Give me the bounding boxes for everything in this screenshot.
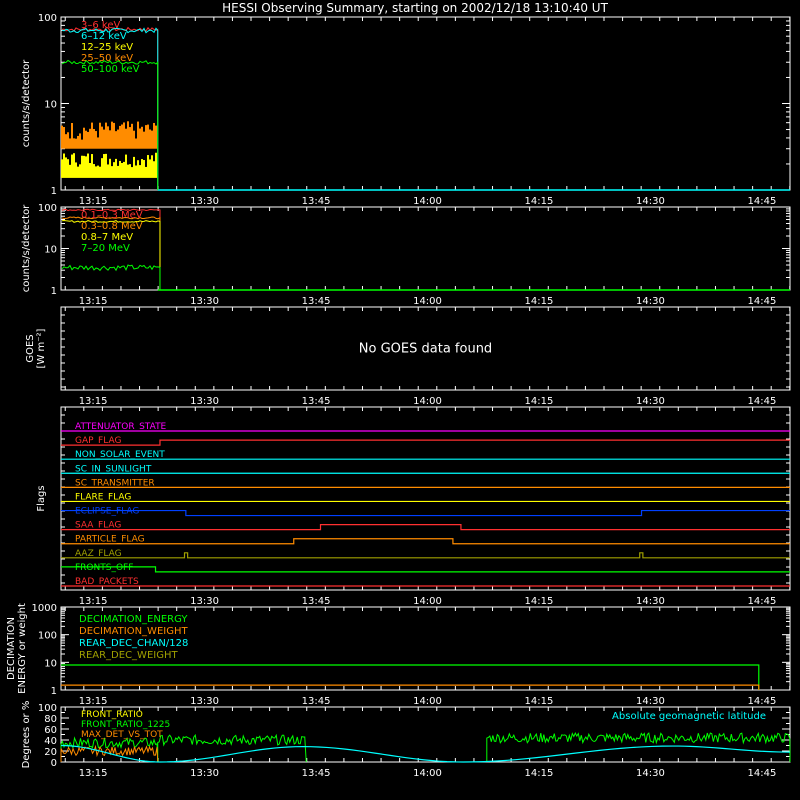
- legend-entry: 6–12 keV: [81, 31, 127, 42]
- y-tick-label: 10: [44, 244, 57, 256]
- x-tick-label: 13:45: [301, 768, 331, 779]
- legend-entry: REAR_DEC_WEIGHT: [79, 650, 178, 661]
- panel-lo-energy: [21, 13, 790, 207]
- x-tick-label: 14:45: [747, 596, 777, 607]
- legend-entry: 3–6 keV: [81, 20, 121, 31]
- flag-trace: [61, 511, 790, 516]
- flag-trace: [61, 553, 790, 558]
- legend-entry: 0.1–0.3 MeV: [81, 210, 143, 221]
- x-tick-label: 14:00: [413, 596, 442, 607]
- x-tick-label: 14:45: [747, 768, 777, 779]
- x-tick-label: 14:30: [636, 596, 665, 607]
- legend-entry: 0.3–0.8 MeV: [81, 221, 143, 232]
- flag-trace: [61, 539, 790, 544]
- y-tick-label: 100: [37, 203, 57, 214]
- y-axis-label: GOES: [25, 334, 36, 363]
- flag-label: ATTENUATOR_STATE: [75, 422, 167, 432]
- x-tick-label: 13:15: [78, 296, 108, 307]
- x-tick-label: 13:30: [190, 768, 219, 779]
- y-axis-label: ENERGY or weight: [17, 603, 28, 694]
- flag-label: SAA_FLAG: [75, 520, 122, 531]
- panel-frame: [61, 407, 790, 590]
- series-25–50 keV: [62, 121, 156, 148]
- legend-entry: DECIMATION_ENERGY: [79, 614, 188, 625]
- panel-flags: [36, 407, 790, 607]
- x-tick-label: 14:15: [524, 396, 554, 407]
- x-tick-label: 14:30: [636, 296, 665, 307]
- panel-goes: [25, 307, 790, 407]
- legend-entry: 0.8–7 MeV: [81, 232, 134, 243]
- series-geomagnetic-latitude: [61, 746, 790, 763]
- y-tick-label: 1: [50, 286, 57, 297]
- x-tick-label: 14:30: [636, 396, 665, 407]
- y-axis-label: Degrees or %: [21, 700, 32, 769]
- x-tick-label: 13:45: [301, 296, 331, 307]
- annotation-label: Absolute geomagnetic latitude: [612, 711, 766, 722]
- y-tick-label: 60: [44, 725, 57, 736]
- legend-entry: FRONT_RATIO_1225: [81, 720, 171, 730]
- x-tick-label: 13:45: [301, 196, 331, 207]
- legend-entry: FRONT_RATIO: [81, 710, 143, 720]
- x-tick-label: 13:45: [301, 696, 331, 707]
- legend-entry: 7–20 MeV: [81, 243, 130, 254]
- x-tick-label: 13:30: [190, 696, 219, 707]
- panel-ratios: [21, 701, 790, 779]
- legend-entry: DECIMATION_WEIGHT: [79, 626, 188, 637]
- series-DECIMATION_WEIGHT: [61, 685, 759, 690]
- x-tick-label: 14:15: [524, 596, 554, 607]
- x-tick-label: 13:30: [190, 596, 219, 607]
- y-axis-label: [W m⁻²]: [36, 328, 47, 369]
- x-tick-label: 14:30: [636, 768, 665, 779]
- flag-trace: [61, 525, 790, 530]
- x-tick-label: 14:15: [524, 696, 554, 707]
- flag-label: NON_SOLAR_EVENT: [75, 450, 165, 461]
- flag-label: FLARE_FLAG: [75, 492, 132, 503]
- x-tick-label: 14:00: [413, 696, 442, 707]
- x-tick-label: 13:45: [301, 596, 331, 607]
- y-axis-label: Flags: [36, 485, 47, 512]
- x-tick-label: 13:30: [190, 296, 219, 307]
- legend-entry: 12–25 keV: [81, 42, 134, 53]
- x-tick-label: 13:15: [78, 696, 108, 707]
- y-tick-label: 20: [44, 747, 57, 758]
- flag-label: FRONTS_OFF: [75, 562, 134, 573]
- x-tick-label: 14:00: [413, 196, 442, 207]
- flag-label: BAD_PACKETS: [75, 577, 139, 587]
- x-tick-label: 14:15: [524, 768, 554, 779]
- x-tick-label: 13:30: [190, 196, 219, 207]
- x-tick-label: 14:45: [747, 296, 777, 307]
- no-data-message: No GOES data found: [358, 341, 493, 357]
- flag-label: SC_TRANSMITTER: [75, 478, 155, 489]
- x-tick-label: 14:15: [524, 196, 554, 207]
- x-tick-label: 13:45: [301, 396, 331, 407]
- flag-label: SC_IN_SUNLIGHT: [75, 464, 152, 475]
- y-tick-label: 100: [37, 703, 57, 714]
- series-FRONT_RATIO_1225: [158, 735, 306, 762]
- flag-label: PARTICLE_FLAG: [75, 534, 145, 545]
- y-tick-label: 1: [50, 186, 57, 197]
- x-tick-label: 13:30: [190, 396, 219, 407]
- flag-label: ECLIPSE_FLAG: [75, 506, 140, 517]
- flag-trace: [61, 567, 790, 572]
- y-tick-label: 80: [44, 714, 57, 725]
- y-tick-label: 100: [37, 630, 57, 642]
- x-tick-label: 14:00: [413, 296, 442, 307]
- legend-entry: MAX_DET_VS_TOT: [81, 730, 163, 740]
- series-DECIMATION_ENERGY: [61, 665, 759, 690]
- y-axis-label: DECIMATION: [6, 616, 17, 681]
- y-tick-label: 10: [44, 658, 57, 670]
- series-12–25 keV: [62, 153, 156, 178]
- y-tick-label: 0: [50, 758, 57, 769]
- panel-frame: [61, 17, 790, 190]
- x-tick-label: 14:30: [636, 696, 665, 707]
- y-tick-label: 10: [44, 99, 57, 111]
- x-tick-label: 14:45: [747, 196, 777, 207]
- x-tick-label: 14:45: [747, 396, 777, 407]
- x-tick-label: 14:15: [524, 296, 554, 307]
- legend-entry: 25–50 keV: [81, 53, 134, 64]
- y-axis-label: counts/s/detector: [21, 59, 32, 148]
- x-tick-label: 13:15: [78, 768, 108, 779]
- figure-title: HESSI Observing Summary, starting on 2002/12/18 13:10:40 UT: [222, 1, 608, 15]
- panel-frame: [61, 207, 790, 290]
- x-tick-label: 14:00: [413, 396, 442, 407]
- y-axis-label: counts/s/detector: [21, 204, 32, 293]
- flag-label: AAZ_FLAG: [75, 548, 122, 559]
- x-tick-label: 14:30: [636, 196, 665, 207]
- legend-entry: 50–100 keV: [81, 64, 140, 75]
- x-tick-label: 14:45: [747, 696, 777, 707]
- series-MAX_DET_VS_TOT: [61, 747, 158, 762]
- x-tick-label: 14:00: [413, 768, 442, 779]
- series-7–20 MeV: [62, 265, 160, 290]
- x-tick-label: 13:15: [78, 396, 108, 407]
- panel-decimation: [6, 603, 790, 707]
- y-tick-label: 1000: [31, 603, 57, 614]
- flag-trace: [61, 440, 790, 445]
- x-tick-label: 13:15: [78, 196, 108, 207]
- panel-hi-energy: [21, 203, 790, 307]
- flag-label: GAP_FLAG: [75, 436, 122, 447]
- y-tick-label: 100: [37, 13, 57, 24]
- y-tick-label: 40: [44, 736, 57, 747]
- legend-entry: REAR_DEC_CHAN/128: [79, 638, 189, 649]
- y-tick-label: 1: [50, 686, 57, 697]
- x-tick-label: 13:15: [78, 596, 108, 607]
